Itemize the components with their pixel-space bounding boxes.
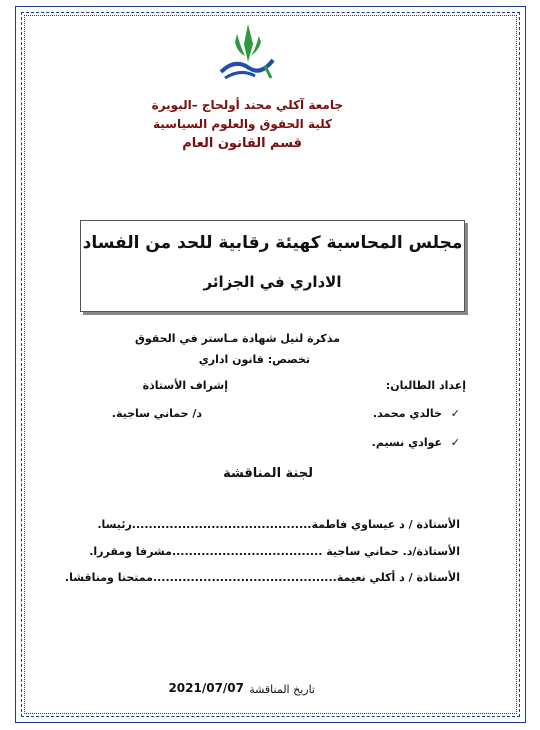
committee-row [89,545,460,558]
university-name: جامعة آكلي محند أولحاج –البويرة [151,98,343,112]
department-name: قسم القانون العام [182,136,302,151]
students-label: إعداد الطالبان: [385,379,466,392]
check-icon: ✓ [450,436,460,449]
committee-heading: لجنة المناقشة [223,466,313,481]
defense-date-label: تاريخ المناقشة [249,683,315,696]
student-name-2: عوادي نسيم. [371,436,442,449]
committee-row [65,571,460,584]
thesis-title-line1: مجلس المحاسبة كهيئة رقابية للحد من الفساد [82,233,463,253]
check-icon: ✓ [450,407,460,420]
student-name-1: خالدي محمد. [372,407,442,420]
faculty-name: كلية الحقوق والعلوم السياسية [152,117,332,131]
committee-member: الأستاذة / د عيساوي فاطمة [311,518,460,531]
supervisor-name: د/ حماني ساجية. [111,407,202,420]
committee-role: رئيسا. [97,518,132,531]
defense-date: 2021/07/07 [168,681,244,695]
committee-role: مشرفا ومقررا. [89,545,172,558]
committee-role: ممتحنا ومناقشا. [64,571,153,584]
committee-dots: ........................................... [131,518,312,531]
committee-member: الأستاذة / د أكلي نعيمة [336,571,460,584]
thesis-title-box [80,220,465,312]
supervisor-label: إشراف الأستاذة [142,379,228,392]
committee-row [97,518,460,531]
university-logo [215,22,279,82]
committee-member: الأستاذة/د. حماني ساجية [326,545,460,558]
specialty: تخصص: قانون اداري [198,353,310,366]
committee-dots: .................................... [171,545,323,558]
degree-memo: مذكرة لنيل شهادة مـاستر في الحقوق [135,332,340,345]
committee-dots: ............................................ [152,571,337,584]
thesis-title-line2: الاداري في الجزائر [203,273,342,291]
